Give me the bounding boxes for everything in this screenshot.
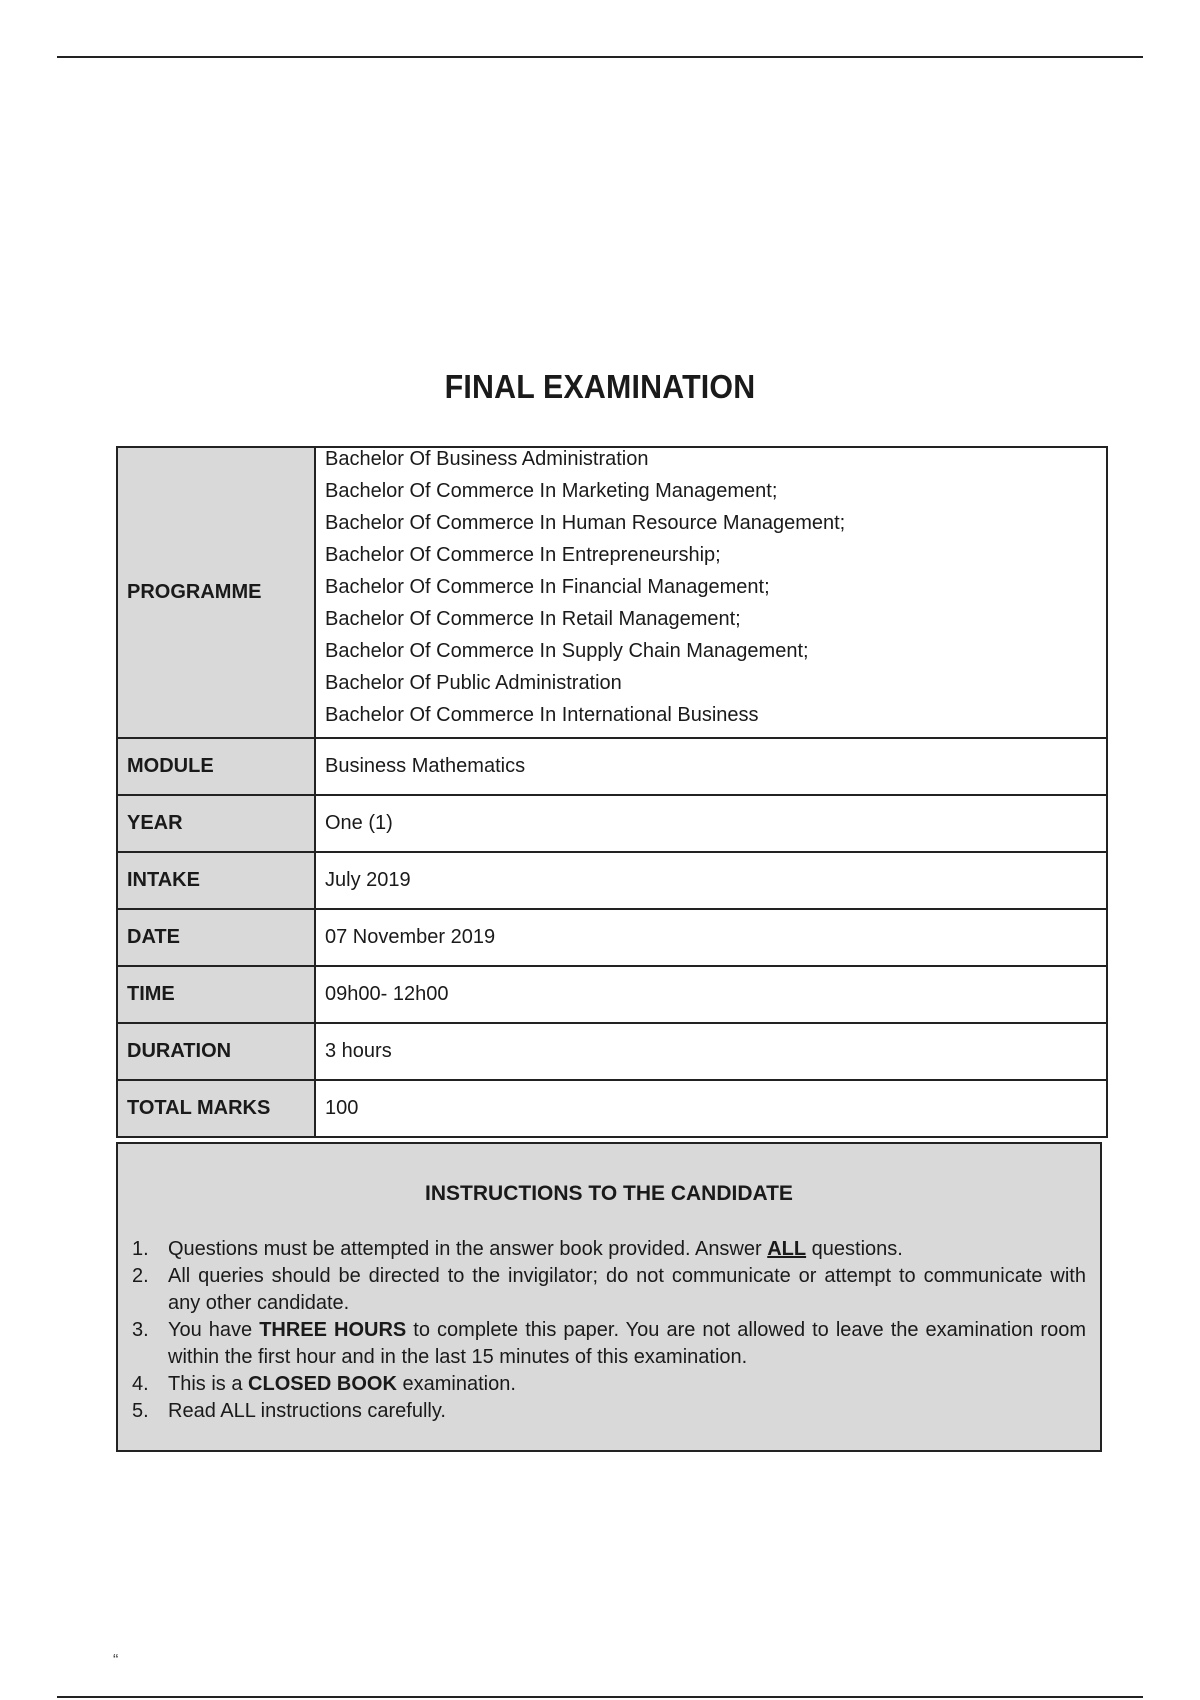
info-value: Business Mathematics [315,738,1107,795]
programme-item: Bachelor Of Commerce In Financial Management; [325,575,770,598]
instructions-title: INSTRUCTIONS TO THE CANDIDATE [425,1182,793,1205]
instruction-item [132,1236,1086,1263]
info-value: 07 November 2019 [315,909,1107,966]
instruction-text: All queries should be directed to the invigilator; do not communicate or attempt to communicate with any other candidate. [168,1265,1086,1314]
info-value: 3 hours [315,1023,1107,1080]
instruction-number: 1. [132,1238,149,1260]
programme-item: Bachelor Of Business Administration [325,447,649,470]
info-label: DATE [117,909,315,966]
exam-info-table [116,446,1108,1138]
instruction-text: CLOSED BOOK [248,1373,397,1395]
instruction-item [132,1371,1086,1398]
instruction-number: 3. [132,1319,149,1341]
info-row [117,1080,1107,1137]
programme-values [315,447,1107,738]
info-row [117,1023,1107,1080]
programme-item: Bachelor Of Commerce In Marketing Management; [325,479,778,502]
info-label: TOTAL MARKS [117,1080,315,1137]
info-label: DURATION [117,1023,315,1080]
programme-row [117,447,1107,738]
instruction-text: ALL [767,1238,807,1260]
info-row [117,909,1107,966]
programme-item: Bachelor Of Commerce In International Business [325,703,759,726]
info-value: 09h00- 12h00 [315,966,1107,1023]
instruction-text: This is a [168,1373,249,1395]
instruction-number: 5. [132,1400,149,1422]
page-title: FINAL EXAMINATION [444,368,756,405]
info-row [117,852,1107,909]
instruction-text: Questions must be attempted in the answer book provided. Answer [168,1238,768,1260]
info-label: INTAKE [117,852,315,909]
instruction-item [132,1398,1086,1425]
bottom-rule [57,1696,1143,1698]
instruction-text: to complete this paper. You are not allowed to leave the examination room within the first hour and in the last 15 minutes of this examination. [168,1319,1086,1368]
instruction-number: 2. [132,1265,149,1287]
info-label: TIME [117,966,315,1023]
programme-item: Bachelor Of Commerce In Human Resource Management; [325,511,846,534]
instruction-text: THREE HOURS [259,1319,407,1341]
info-row [117,966,1107,1023]
info-label: YEAR [117,795,315,852]
footer-mark: “ [113,1652,119,1669]
info-row [117,738,1107,795]
instructions-list [132,1236,1086,1425]
info-row [117,795,1107,852]
top-rule [57,56,1143,58]
programme-item: Bachelor Of Commerce In Retail Management; [325,607,741,630]
info-value: One (1) [315,795,1107,852]
instructions-box [116,1142,1102,1452]
instruction-item [132,1317,1086,1371]
info-label: MODULE [117,738,315,795]
info-value: 100 [315,1080,1107,1137]
programme-label: PROGRAMME [117,447,315,738]
instruction-text: examination. [396,1373,516,1395]
info-value: July 2019 [315,852,1107,909]
programme-item: Bachelor Of Commerce In Entrepreneurship; [325,543,721,566]
instruction-text: You have [168,1319,260,1341]
instruction-text: questions. [806,1238,903,1260]
programme-item: Bachelor Of Public Administration [325,671,622,694]
instruction-number: 4. [132,1373,149,1395]
programme-item: Bachelor Of Commerce In Supply Chain Management; [325,639,809,662]
instruction-text: Read ALL instructions carefully. [168,1400,446,1422]
instruction-item [132,1263,1086,1317]
